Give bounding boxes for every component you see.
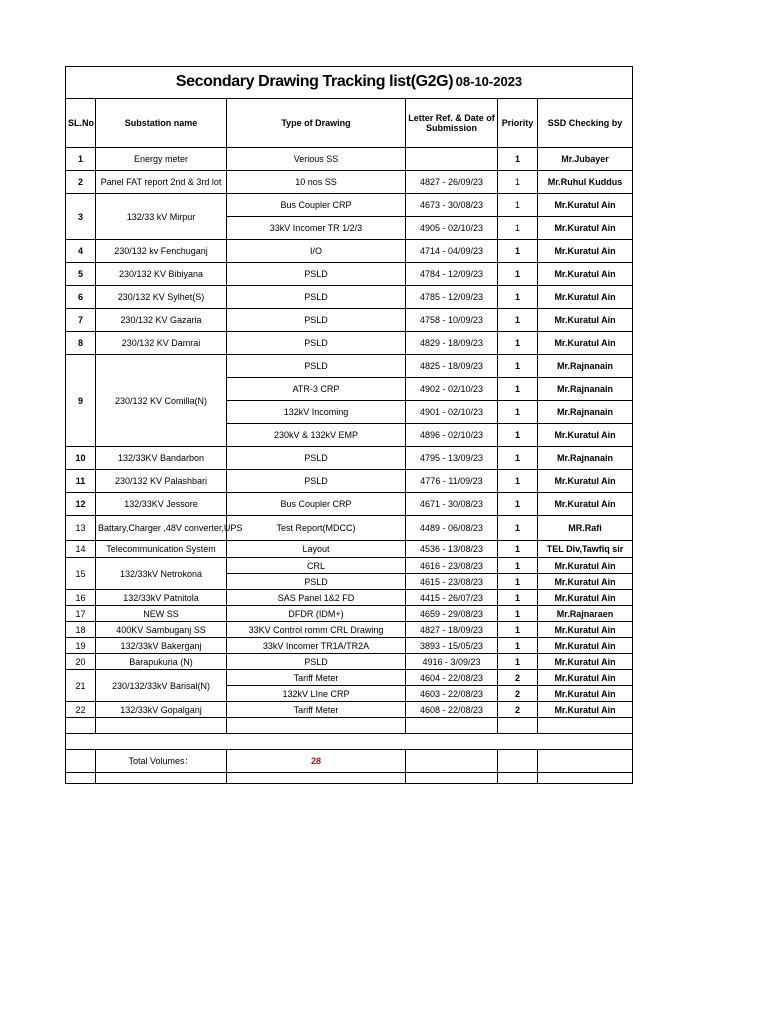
letter-ref-cell: 4776 - 11/09/23 [406,470,498,493]
letter-ref-cell: 4536 - 13/08/23 [406,541,498,558]
letter-ref-cell: 4673 - 30/08/23 [406,194,498,217]
priority-cell: 1 [498,148,538,171]
substation-cell: 132/33KV Jessore [96,493,227,516]
drawing-type-cell: SAS Panel 1&2 FD [227,590,406,606]
priority-cell: 1 [498,654,538,670]
sl-cell: 17 [66,606,96,622]
sl-cell: 15 [66,558,96,590]
table-row [66,590,633,606]
sl-cell: 6 [66,286,96,309]
priority-cell: 1 [498,590,538,606]
sl-cell: 1 [66,148,96,171]
priority-cell: 2 [498,686,538,702]
substation-cell: 230/132 kv Fenchuganj [96,240,227,263]
drawing-type-cell: 132kV Incoming [227,401,406,424]
drawing-type-cell: Layout [227,541,406,558]
checker-cell: Mr.Rajnanain [538,355,633,378]
total-label: Total Volumes： [96,750,227,773]
checker-cell: MR.Rafi [538,516,633,541]
drawing-type-cell: CRL [227,558,406,574]
table-row [66,558,633,574]
checker-cell: Mr.Kuratul Ain [538,622,633,638]
drawing-type-cell: PSLD [227,309,406,332]
table-row [66,355,633,378]
substation-cell: 132/33kV Gopalganj [96,702,227,718]
priority-cell: 2 [498,670,538,686]
substation-cell: 400KV Sambuganj SS [96,622,227,638]
drawing-type-cell: Bus Coupler CRP [227,194,406,217]
substation-cell: Telecommunication System [96,541,227,558]
checker-cell: TEL Div,Tawfiq sir [538,541,633,558]
letter-ref-cell: 4785 - 12/09/23 [406,286,498,309]
letter-ref-cell: 4827 - 18/09/23 [406,622,498,638]
drawing-type-cell: PSLD [227,654,406,670]
substation-cell: 230/132 KV Bibiyana [96,263,227,286]
priority-cell: 1 [498,638,538,654]
letter-ref-cell: 4795 - 13/09/23 [406,447,498,470]
drawing-type-cell: PSLD [227,447,406,470]
col-header-letter: Letter Ref. & Date of Submission [406,99,498,148]
priority-cell: 1 [498,240,538,263]
letter-ref-cell: 4616 - 23/08/23 [406,558,498,574]
priority-cell: 1 [498,606,538,622]
sl-cell: 4 [66,240,96,263]
substation-cell: Panel FAT report 2nd & 3rd lot [96,171,227,194]
letter-ref-cell: 4784 - 12/09/23 [406,263,498,286]
letter-ref-cell: 4758 - 10/09/23 [406,309,498,332]
drawing-type-cell: Tariff Meter [227,702,406,718]
table-row [66,240,633,263]
priority-cell: 1 [498,194,538,217]
checker-cell: Mr.Kuratul Ain [538,493,633,516]
letter-ref-cell: 4829 - 18/09/23 [406,332,498,355]
drawing-type-cell: PSLD [227,263,406,286]
priority-cell: 1 [498,493,538,516]
sl-cell: 14 [66,541,96,558]
priority-cell: 1 [498,622,538,638]
tracking-table [65,66,633,784]
checker-cell: Mr.Kuratul Ain [538,286,633,309]
priority-cell: 1 [498,401,538,424]
sl-cell: 16 [66,590,96,606]
priority-cell: 2 [498,702,538,718]
checker-cell: Mr.Kuratul Ain [538,309,633,332]
table-row [66,194,633,217]
checker-cell: Mr.Kuratul Ain [538,558,633,574]
drawing-type-cell: Test Report(MDCC) [227,516,406,541]
table-row [66,493,633,516]
sl-cell: 2 [66,171,96,194]
drawing-type-cell: 33kV Incomer TR1A/TR2A [227,638,406,654]
letter-ref-cell: 4714 - 04/09/23 [406,240,498,263]
priority-cell: 1 [498,332,538,355]
table-row [66,148,633,171]
checker-cell: Mr.Rajnaraen [538,606,633,622]
checker-cell: Mr.Kuratul Ain [538,590,633,606]
col-header-priority: Priority [498,99,538,148]
substation-cell: Barapukuria (N) [96,654,227,670]
priority-cell: 1 [498,286,538,309]
substation-cell: 230/132 KV Comilla(N) [96,355,227,447]
substation-cell: 230/132 KV Palashbari [96,470,227,493]
letter-ref-cell [406,148,498,171]
checker-cell: Mr.Kuratul Ain [538,638,633,654]
letter-ref-cell: 4901 - 02/10/23 [406,401,498,424]
drawing-type-cell: 10 nos SS [227,171,406,194]
table-row [66,171,633,194]
drawing-type-cell: ATR-3 CRP [227,378,406,401]
letter-ref-cell: 4916 - 3/09/23 [406,654,498,670]
table-row [66,654,633,670]
priority-cell: 1 [498,424,538,447]
blank-row [66,718,633,734]
priority-cell: 1 [498,574,538,590]
sl-cell: 21 [66,670,96,702]
substation-cell: Battary,Charger ,48V converter,UPS [96,516,227,541]
substation-cell: 230/132/33kV Barisal(N) [96,670,227,702]
drawing-type-cell: Bus Coupler CRP [227,493,406,516]
checker-cell: Mr.Jubayer [538,148,633,171]
table-row [66,447,633,470]
sl-cell: 20 [66,654,96,670]
checker-cell: Mr.Ruhul Kuddus [538,171,633,194]
substation-cell: 132/33kV Netrokona [96,558,227,590]
letter-ref-cell: 4902 - 02/10/23 [406,378,498,401]
sl-cell: 5 [66,263,96,286]
sl-cell: 7 [66,309,96,332]
sl-cell: 18 [66,622,96,638]
table-row [66,516,633,541]
table-row [66,470,633,493]
letter-ref-cell: 4604 - 22/08/23 [406,670,498,686]
priority-cell: 1 [498,470,538,493]
substation-cell: 132/33 kV Mirpur [96,194,227,240]
checker-cell: Mr.Kuratul Ain [538,263,633,286]
sl-cell: 11 [66,470,96,493]
col-header-sl: SL.No [66,99,96,148]
drawing-type-cell: I/O [227,240,406,263]
table-row [66,638,633,654]
letter-ref-cell: 4671 - 30/08/23 [406,493,498,516]
blank-row [66,734,633,750]
substation-cell: Energy meter [96,148,227,171]
table-row [66,541,633,558]
col-header-type: Type of Drawing [227,99,406,148]
checker-cell: Mr.Rajnanain [538,447,633,470]
sl-cell: 10 [66,447,96,470]
priority-cell: 1 [498,447,538,470]
letter-ref-cell: 4603 - 22/08/23 [406,686,498,702]
total-value: 28 [227,750,406,773]
priority-cell: 1 [498,558,538,574]
checker-cell: Mr.Kuratul Ain [538,470,633,493]
sl-cell: 19 [66,638,96,654]
col-header-substation: Substation name [96,99,227,148]
checker-cell: Mr.Kuratul Ain [538,574,633,590]
letter-ref-cell: 4659 - 29/08/23 [406,606,498,622]
drawing-type-cell: DFDR (IDM+) [227,606,406,622]
drawing-type-cell: PSLD [227,355,406,378]
drawing-type-cell: Tariff Meter [227,670,406,686]
priority-cell: 1 [498,217,538,240]
checker-cell: Mr.Kuratul Ain [538,194,633,217]
checker-cell: Mr.Rajnanain [538,401,633,424]
substation-cell: 132/33kV Bakerganj [96,638,227,654]
blank-row [66,773,633,784]
title-cell [66,67,633,99]
checker-cell: Mr.Kuratul Ain [538,670,633,686]
sl-cell: 12 [66,493,96,516]
table-row [66,702,633,718]
drawing-type-cell: PSLD [227,286,406,309]
table-row [66,332,633,355]
priority-cell: 1 [498,263,538,286]
sl-cell: 3 [66,194,96,240]
checker-cell: Mr.Kuratul Ain [538,702,633,718]
table-row [66,606,633,622]
drawing-type-cell: 230kV & 132kV EMP [227,424,406,447]
drawing-type-cell: PSLD [227,574,406,590]
priority-cell: 1 [498,171,538,194]
table-row [66,670,633,686]
substation-cell: 132/33kV Patnitola [96,590,227,606]
substation-cell: NEW SS [96,606,227,622]
letter-ref-cell: 4415 - 26/07/23 [406,590,498,606]
priority-cell: 1 [498,378,538,401]
sl-cell: 8 [66,332,96,355]
table-row [66,622,633,638]
letter-ref-cell: 4489 - 06/08/23 [406,516,498,541]
substation-cell: 230/132 KV Gazaria [96,309,227,332]
substation-cell: 230/132 KV Damrai [96,332,227,355]
total-row [66,750,633,773]
header-row [66,99,633,148]
letter-ref-cell: 4615 - 23/08/23 [406,574,498,590]
checker-cell: Mr.Kuratul Ain [538,240,633,263]
drawing-type-cell: 132kV LIne CRP [227,686,406,702]
drawing-type-cell: 33kV Incomer TR 1/2/3 [227,217,406,240]
table-row [66,286,633,309]
priority-cell: 1 [498,541,538,558]
drawing-type-cell: Verious SS [227,148,406,171]
priority-cell: 1 [498,516,538,541]
letter-ref-cell: 4827 - 26/09/23 [406,171,498,194]
sheet-date: 08-10-2023 [455,74,523,89]
letter-ref-cell: 3893 - 15/05/23 [406,638,498,654]
drawing-type-cell: 33KV Control romm CRL Drawing [227,622,406,638]
substation-cell: 132/33KV Bandarbon [96,447,227,470]
checker-cell: Mr.Kuratul Ain [538,424,633,447]
tracking-sheet [65,66,632,792]
letter-ref-cell: 4608 - 22/08/23 [406,702,498,718]
drawing-type-cell: PSLD [227,470,406,493]
table-row [66,263,633,286]
checker-cell: Mr.Kuratul Ain [538,332,633,355]
sl-cell: 22 [66,702,96,718]
drawing-type-cell: PSLD [227,332,406,355]
col-header-ssd: SSD Checking by [538,99,633,148]
sl-cell: 13 [66,516,96,541]
letter-ref-cell: 4825 - 18/09/23 [406,355,498,378]
letter-ref-cell: 4896 - 02/10/23 [406,424,498,447]
letter-ref-cell: 4905 - 02/10/23 [406,217,498,240]
table-row [66,309,633,332]
sl-cell: 9 [66,355,96,447]
sheet-title: Secondary Drawing Tracking list(G2G) [175,73,454,90]
checker-cell: Mr.Kuratul Ain [538,654,633,670]
substation-cell: 230/132 KV Sylhet(S) [96,286,227,309]
checker-cell: Mr.Kuratul Ain [538,686,633,702]
priority-cell: 1 [498,309,538,332]
priority-cell: 1 [498,355,538,378]
checker-cell: Mr.Kuratul Ain [538,217,633,240]
checker-cell: Mr.Rajnanain [538,378,633,401]
